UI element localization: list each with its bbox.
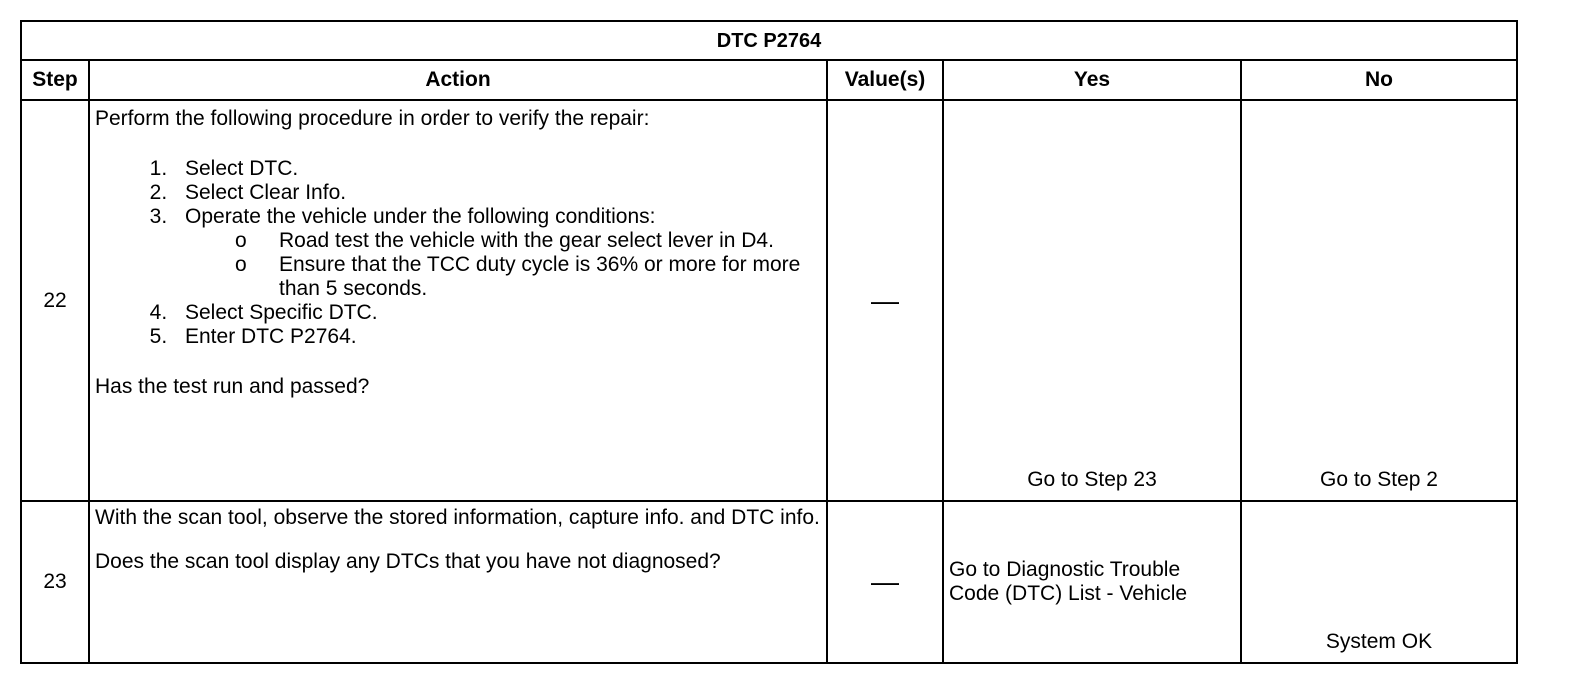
header-no: No: [1241, 60, 1517, 100]
value-cell: —: [827, 501, 943, 663]
header-step: Step: [21, 60, 89, 100]
yes-cell: Go to Step 23: [943, 100, 1241, 501]
condition-item: o Ensure that the TCC duty cycle is 36% or more for more than 5 seconds.: [235, 253, 801, 300]
procedure-item: 1. Select DTC.: [173, 157, 821, 181]
action-question: Has the test run and passed?: [95, 375, 370, 398]
table-row-step-22: [21, 100, 1517, 501]
condition-list: [185, 229, 821, 301]
dtc-table: [20, 20, 1518, 664]
action-question: Does the scan tool display any DTCs that you have not diagnosed?: [95, 550, 721, 573]
no-cell: Go to Step 2: [1241, 100, 1517, 501]
condition-item: o Road test the vehicle with the gear select lever in D4.: [235, 229, 774, 252]
action-cell: [89, 100, 827, 501]
procedure-item: 4. Select Specific DTC.: [173, 301, 821, 325]
step-number: 23: [21, 501, 89, 663]
table-title-row: [21, 21, 1517, 60]
header-values: Value(s): [827, 60, 943, 100]
table-row-step-23: [21, 501, 1517, 663]
bullet-marker: o: [235, 229, 247, 252]
procedure-list: [95, 157, 821, 349]
procedure-item: 5. Enter DTC P2764.: [173, 325, 821, 349]
diagnostic-table-container: [20, 20, 1516, 664]
action-intro: Perform the following procedure in order to verify the repair:: [95, 107, 650, 130]
table-title: DTC P2764: [21, 21, 1517, 60]
no-cell: System OK: [1241, 501, 1517, 663]
header-action: Action: [89, 60, 827, 100]
value-cell: —: [827, 100, 943, 501]
header-row: [21, 60, 1517, 100]
action-cell: [89, 501, 827, 663]
action-intro: With the scan tool, observe the stored information, capture info. and DTC info.: [95, 506, 820, 529]
yes-cell: Go to Diagnostic Trouble Code (DTC) List - Vehicle: [943, 501, 1241, 663]
header-yes: Yes: [943, 60, 1241, 100]
procedure-item: 3. Operate the vehicle under the following conditions: o Road test the vehicle with the gear select lever in D4. o Ensure that the TCC duty cycle is 36% or more for more than 5 seconds.: [173, 205, 821, 301]
bullet-marker: o: [235, 253, 247, 276]
step-number: 22: [21, 100, 89, 501]
procedure-item: 2. Select Clear Info.: [173, 181, 821, 205]
